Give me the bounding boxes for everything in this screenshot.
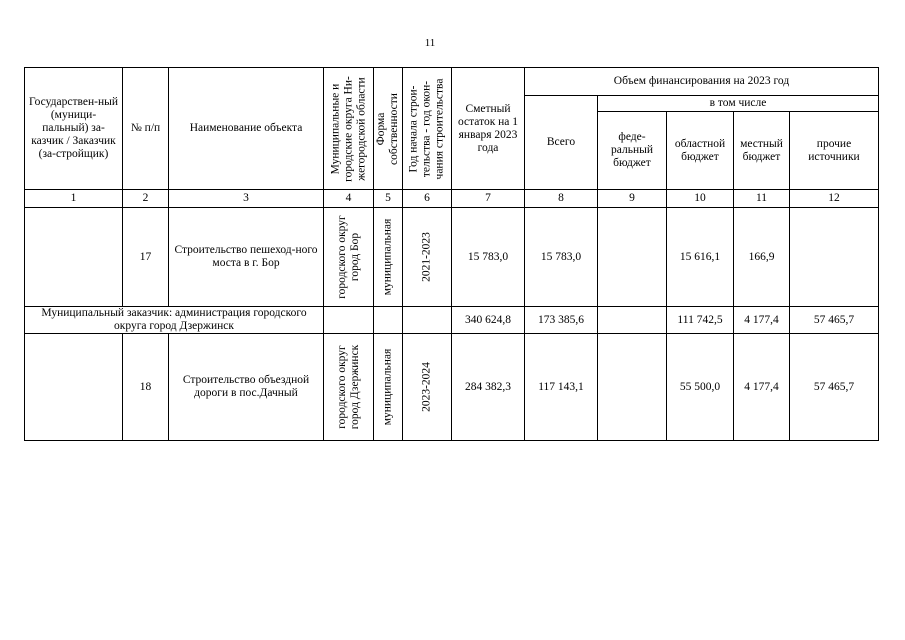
header-estimate: Сметный остаток на 1 января 2023 года: [452, 68, 525, 190]
row-other: [790, 208, 879, 307]
header-years-cell: [403, 68, 452, 190]
column-number: 4: [324, 190, 374, 208]
group-estimate: 340 624,8: [452, 307, 525, 334]
header-customer: Государствен-ный (муници-пальный) за-казчик / Заказчик (за-стройщик): [25, 68, 123, 190]
column-number: 1: [25, 190, 123, 208]
header-num: № п/п: [123, 68, 169, 190]
row-total: 117 143,1: [525, 334, 598, 441]
column-number: 8: [525, 190, 598, 208]
financing-table: [24, 67, 879, 441]
row-ownership-cell: [374, 208, 403, 307]
row-other: 57 465,7: [790, 334, 879, 441]
row-num: 17: [123, 208, 169, 307]
row-years-cell: [403, 208, 452, 307]
group-title: Муниципальный заказчик: администрация городского округа город Дзержинск: [25, 307, 324, 334]
row-municipality: городского округ город Бор: [335, 215, 361, 299]
row-municipality-cell: [324, 208, 374, 307]
column-number: 9: [598, 190, 667, 208]
column-number: 10: [667, 190, 734, 208]
row-local: 4 177,4: [734, 334, 790, 441]
row-years-cell: [403, 334, 452, 441]
row-regional: 15 616,1: [667, 208, 734, 307]
row-ownership: муниципальная: [381, 348, 394, 426]
row-local: 166,9: [734, 208, 790, 307]
row-federal: [598, 208, 667, 307]
row-municipality-cell: [324, 334, 374, 441]
row-estimate: 284 382,3: [452, 334, 525, 441]
page-number: 11: [424, 37, 436, 49]
group-row: [25, 307, 879, 334]
header-municipality-cell: [324, 68, 374, 190]
column-number: 3: [169, 190, 324, 208]
header-ownership: Форма собственности: [375, 92, 400, 165]
group-ownership-empty: [374, 307, 403, 334]
row-years: 2023-2024: [420, 362, 433, 412]
group-municipality-empty: [324, 307, 374, 334]
header-local: местный бюджет: [734, 112, 790, 190]
header-years: Год начала строи-тельства - год окон-чания строительства: [407, 78, 446, 179]
row-ownership-cell: [374, 334, 403, 441]
group-local: 4 177,4: [734, 307, 790, 334]
column-number: 12: [790, 190, 879, 208]
row-estimate: 15 783,0: [452, 208, 525, 307]
row-customer: [25, 334, 123, 441]
group-other: 57 465,7: [790, 307, 879, 334]
group-federal: [598, 307, 667, 334]
group-regional: 111 742,5: [667, 307, 734, 334]
table-row: [25, 208, 879, 307]
row-years: 2021-2023: [420, 232, 433, 282]
row-regional: 55 500,0: [667, 334, 734, 441]
header-total: Всего: [525, 96, 598, 190]
row-num: 18: [123, 334, 169, 441]
header-other: прочие источники: [790, 112, 879, 190]
header-municipality: Муниципальные и городские округа Ни-жегородской области: [329, 75, 367, 182]
column-number: 7: [452, 190, 525, 208]
row-total: 15 783,0: [525, 208, 598, 307]
column-number: 11: [734, 190, 790, 208]
column-number: 2: [123, 190, 169, 208]
header-federal: феде-ральный бюджет: [598, 112, 667, 190]
header-funding: Объем финансирования на 2023 год: [525, 68, 879, 96]
header-row-1: [25, 68, 879, 96]
row-customer: [25, 208, 123, 307]
row-object-name: Строительство объездной дороги в пос.Дачный: [169, 334, 324, 441]
group-total: 173 385,6: [525, 307, 598, 334]
header-including: в том числе: [598, 96, 879, 112]
column-numbers-row: [25, 190, 879, 208]
row-federal: [598, 334, 667, 441]
group-years-empty: [403, 307, 452, 334]
row-ownership: муниципальная: [381, 218, 394, 296]
row-municipality: городского округ город Дзержинск: [335, 344, 361, 430]
header-ownership-cell: [374, 68, 403, 190]
column-number: 5: [374, 190, 403, 208]
header-object-name: Наименование объекта: [169, 68, 324, 190]
row-object-name: Строительство пешеход-ного моста в г. Бор: [169, 208, 324, 307]
table-row: [25, 334, 879, 441]
column-number: 6: [403, 190, 452, 208]
header-regional: областной бюджет: [667, 112, 734, 190]
